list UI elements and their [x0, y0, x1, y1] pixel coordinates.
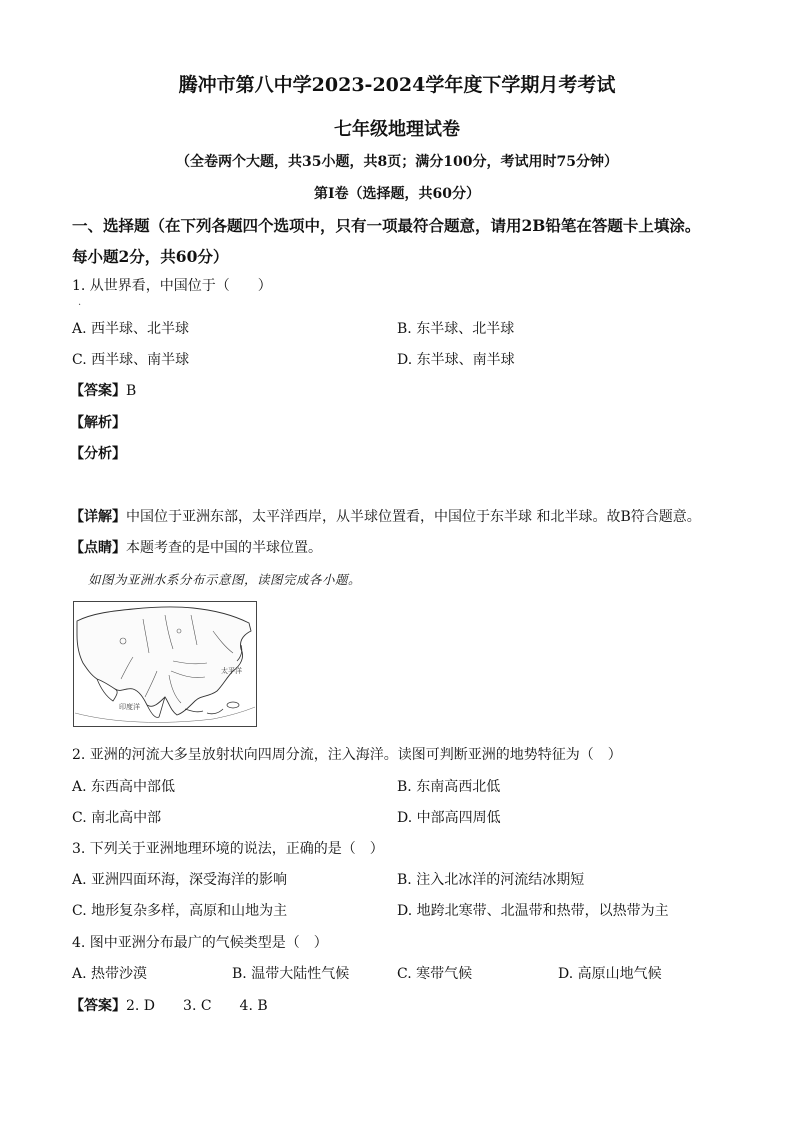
- question-3-option-c: C. 地形复杂多样，高原和山地为主: [72, 903, 288, 919]
- question-1-option-a: A. 西半球、北半球: [72, 321, 190, 337]
- exam-note: （全卷两个大题，共35小题，共8页；满分100分，考试用时75分钟）: [176, 154, 618, 170]
- question-4-option-a: A. 热带沙漠: [72, 966, 148, 982]
- question-3-option-a: A. 亚洲四面环海，深受海洋的影响: [72, 872, 288, 888]
- question-3-option-b: B. 注入北冰洋的河流结冰期短: [397, 872, 585, 888]
- question-1-dianjing: [70, 537, 322, 557]
- group-answer: [70, 995, 268, 1015]
- asia-river-map: [73, 601, 257, 727]
- question-1-xiangjie: [70, 506, 701, 526]
- question-2-option-d: D. 中部高四周低: [397, 810, 501, 826]
- exam-subtitle: 七年级地理试卷: [334, 119, 460, 140]
- section-heading-line1: 一、选择题（在下列各题四个选项中，只有一项最符合题意，请用2B铅笔在答题卡上填涂。: [72, 216, 701, 235]
- question-4-stem: 4. 图中亚洲分布最广的气候类型是（ ）: [72, 935, 328, 951]
- xiangjie-tag: 【详解】: [70, 509, 126, 525]
- group-answer-tag: 【答案】: [70, 998, 126, 1014]
- question-1-fenxi-tag: 【分析】: [70, 446, 126, 462]
- asia-map-graphic: [73, 601, 257, 727]
- question-1-answer: [70, 380, 136, 400]
- question-4-option-c: C. 寒带气候: [397, 966, 473, 982]
- exam-title: 腾冲市第八中学2023-2024学年度下学期月考考试: [178, 74, 616, 96]
- question-1-jiexi-tag: 【解析】: [70, 415, 126, 431]
- question-3-option-d: D. 地跨北寒带、北温带和热带，以热带为主: [397, 903, 669, 919]
- question-2-stem: 2. 亚洲的河流大多呈放射状向四周分流，注入海洋。读图可判断亚洲的地势特征为（ ）: [72, 747, 622, 763]
- section-heading-line2: 每小题2分，共60分）: [72, 247, 229, 266]
- question-1-dot: ·: [78, 300, 82, 311]
- question-2-option-b: B. 东南高西北低: [397, 779, 501, 795]
- question-1-option-b: B. 东半球、北半球: [397, 321, 515, 337]
- question-2-option-c: C. 南北高中部: [72, 810, 162, 826]
- answer-tag: 【答案】: [70, 383, 126, 399]
- question-1-stem: 1. 从世界看，中国位于（ ）: [72, 278, 272, 294]
- group-answer-text: 2. D 3. C 4. B: [126, 998, 268, 1014]
- map-label-indian: 印度洋: [119, 703, 140, 711]
- volume-heading: 第Ⅰ卷（选择题，共60分）: [313, 186, 481, 202]
- question-1-option-d: D. 东半球、南半球: [397, 352, 515, 368]
- question-4-option-b: B. 温带大陆性气候: [232, 966, 350, 982]
- dianjing-tag: 【点睛】: [70, 540, 126, 556]
- map-intro: 如图为亚洲水系分布示意图，读图完成各小题。: [88, 572, 362, 587]
- question-2-option-a: A. 东西高中部低: [72, 779, 176, 795]
- map-label-pacific: 太平洋: [221, 667, 242, 675]
- question-1-option-c: C. 西半球、南半球: [72, 352, 190, 368]
- dianjing-text: 本题考查的是中国的半球位置。: [126, 540, 322, 556]
- answer-value: B: [126, 383, 137, 399]
- xiangjie-text: 中国位于亚洲东部，太平洋西岸，从半球位置看，中国位于东半球 和北半球。故B符合题意。: [126, 509, 701, 525]
- question-4-option-d: D. 高原山地气候: [558, 966, 662, 982]
- question-3-stem: 3. 下列关于亚洲地理环境的说法，正确的是（ ）: [72, 841, 384, 857]
